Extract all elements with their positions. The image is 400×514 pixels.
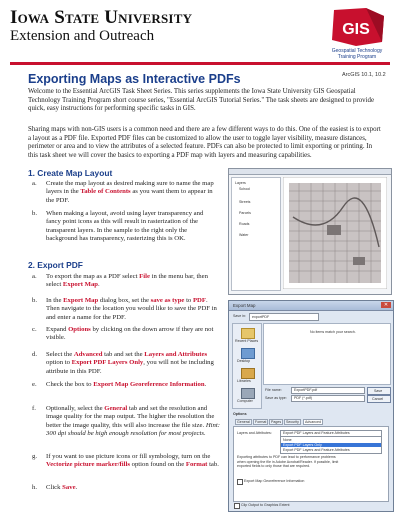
version-label: ArcGIS 10.1, 10.2: [342, 72, 386, 78]
tab-general[interactable]: General: [237, 420, 250, 424]
svg-text:Geospatial Technology: Geospatial Technology: [331, 48, 383, 54]
dialog-title: Export Map: [233, 303, 256, 308]
file-list[interactable]: [263, 323, 391, 385]
places-item[interactable]: Computer: [237, 399, 253, 403]
gis-logo: [326, 6, 388, 62]
georef-checkbox[interactable]: [237, 479, 243, 485]
computer-icon[interactable]: [241, 388, 255, 399]
toc-item: Layers: [235, 181, 246, 185]
map-layout-screenshot: [228, 168, 392, 295]
tab-pages[interactable]: Pages: [271, 420, 282, 424]
file-name-input[interactable]: ExportPDF.pdf: [291, 387, 365, 394]
export-map-dialog: [228, 300, 394, 512]
dropdown-option-selected[interactable]: Export PDF Layers Only: [281, 443, 381, 447]
desktop-icon[interactable]: [241, 348, 255, 359]
save-button[interactable]: Save: [367, 387, 391, 395]
options-label[interactable]: Options: [233, 412, 247, 416]
sharing-paragraph: Sharing maps with non-GIS users is a common need and there are a few different ways to do this. One of the easiest is to export a layout as a PDF file. Exported PDF files can be customized to allow the user to toggle layer visibility, measure distances, perimeter or area and to view the attributes of a selected feature. PDFs can also be protected to limit exporting or printing. In this task sheet we will cover the basics to exporting a PDF map with layers and measuring capabilities.: [28, 126, 381, 159]
extension-name: Extension and Outreach: [10, 28, 155, 44]
step-2e: e. Check the box to Export Map Georeference Information.: [32, 381, 207, 388]
toc-item: Roads: [239, 222, 250, 226]
step-2g: g. If you want to use picture icons or fill symbology, turn on the Vectorize picture marker/fills option found on the Format tab.: [32, 453, 219, 469]
options-tabs: [233, 419, 389, 425]
save-type-label: Save as type:: [265, 396, 287, 400]
intro-paragraph: Welcome to the Essential ArcGIS Task Sheet Series. This series supplements the Iowa State University GIS Geospatial Technology Training Program short course series, "Essential ArcGIS Tutorial Series." The task sheets are designed to provide quick, easy instructions for performing specific tasks in GIS.: [28, 88, 375, 113]
tab-advanced[interactable]: Advanced: [305, 420, 321, 424]
empty-message: No items match your search.: [310, 330, 356, 334]
advanced-panel: [233, 426, 389, 502]
section-1-heading: 1. Create Map Layout: [28, 168, 113, 178]
places-item[interactable]: Libraries: [237, 379, 251, 383]
clip-label: Clip Output to Graphics Extent: [241, 503, 290, 507]
section-2-heading: 2. Export PDF: [28, 260, 83, 270]
file-name-label: File name:: [265, 388, 282, 392]
libraries-icon[interactable]: [241, 368, 255, 379]
step-1b: b. When making a layout, avoid using layer transparency and fancy point icons as this will result in rasterization of the transparent layers. In the sample to the right only the background has transparency, rasterizing this is OK.: [32, 210, 204, 243]
step-2b: b. In the Export Map dialog box, set the save as type to PDF. Then navigate to the location you would like to save the PDF in and enter a name for the PDF.: [32, 297, 217, 321]
places-item[interactable]: Recent Places: [235, 339, 259, 343]
folder-icon[interactable]: [241, 328, 255, 339]
georef-label: Export Map Georeference Information: [244, 479, 305, 483]
step-1a: a. Create the map layout as desired making sure to name the map layers in the Table of Contents as you want them to appear in the PDF.: [32, 180, 214, 204]
step-2h: h. Click Save.: [32, 484, 78, 491]
map-preview: [283, 177, 387, 289]
page-title: Exporting Maps as Interactive PDFs: [28, 72, 241, 86]
step-2d: d. Select the Advanced tab and set the Layers and Attributes option to Export PDF Layers Only, you will not be including attribute in this PDF.: [32, 351, 214, 375]
step-2f: f. Optionally, select the General tab and set the resolution and image quality for the map output. The higher the resolution the better the image quality, this will also increase the file size. Hint: 300 dpi should be high enough resolution for most projects.: [32, 405, 220, 438]
clip-checkbox[interactable]: [234, 503, 240, 509]
toc-item: Water: [239, 233, 249, 237]
toolbar: [229, 169, 391, 175]
svg-text:Training Program: Training Program: [337, 54, 377, 60]
layers-label: Layers and Attributes:: [237, 431, 272, 435]
attributes-warning: Exporting attributes to PDF can lead to performance problems when opening the file in Adobe Acrobat/Reader. If possible, limit exported fields to only those that are required.: [237, 455, 339, 469]
toc-item: Streets: [239, 200, 251, 204]
step-2a: a. To export the map as a PDF select File in the menu bar, then select Export Map.: [32, 273, 208, 289]
toc-item: Parcels: [239, 211, 251, 215]
cancel-button[interactable]: Cancel: [367, 395, 391, 403]
header-rule: [10, 62, 390, 65]
layers-dropdown[interactable]: [280, 436, 382, 454]
places-bar: [232, 323, 262, 409]
tab-format[interactable]: Format: [255, 420, 267, 424]
places-item[interactable]: Desktop: [237, 359, 251, 363]
tab-security[interactable]: Security: [286, 420, 299, 424]
save-type-select[interactable]: PDF (*.pdf): [291, 395, 365, 402]
save-in-label: Save in:: [233, 314, 246, 318]
dropdown-option[interactable]: None: [283, 438, 292, 442]
layers-select[interactable]: Export PDF Layers and Feature Attributes: [280, 430, 382, 437]
logo-text: GIS: [342, 21, 370, 38]
save-in-select[interactable]: exportPDF: [249, 313, 319, 321]
dropdown-option[interactable]: Export PDF Layers and Feature Attributes: [283, 448, 350, 452]
table-of-contents: [231, 177, 281, 291]
dialog-titlebar: [229, 301, 393, 311]
toc-item: School: [239, 187, 250, 191]
university-name: Iowa State University: [10, 7, 193, 28]
close-icon[interactable]: ✕: [381, 302, 391, 308]
step-2c: c. Expand Options by clicking on the down arrow if they are not visible.: [32, 326, 214, 342]
